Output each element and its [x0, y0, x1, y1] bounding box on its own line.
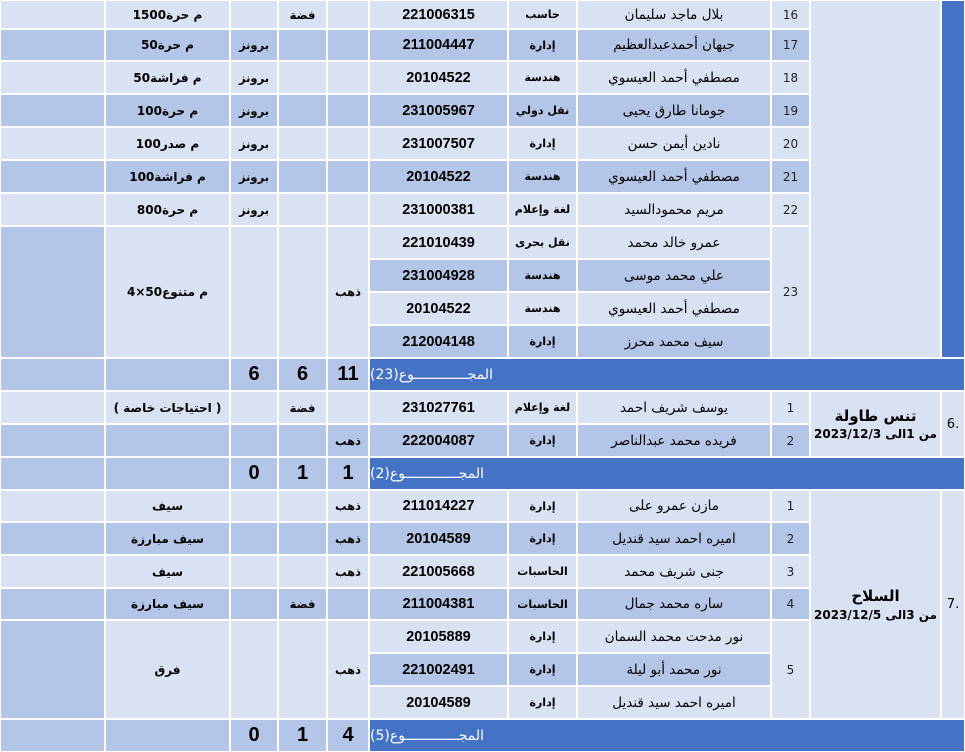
bronze-cell: [230, 0, 278, 29]
total-count: (5): [370, 727, 390, 744]
event-cell: سيف مبارزة: [105, 588, 230, 620]
student-name-cell: اميره احمد سيد قنديل: [577, 686, 771, 719]
gold-cell: [327, 29, 369, 61]
total-label-text: المجـــــــــــــوع: [389, 727, 485, 744]
department-cell: إدارة: [508, 620, 577, 653]
student-id-cell: 20104522: [369, 292, 508, 325]
relay-silver-cell: [278, 226, 327, 358]
department-cell: إدارة: [508, 29, 577, 61]
student-name-cell: سيف محمد محرز: [577, 325, 771, 358]
blank-cell: [0, 61, 105, 94]
bronze-cell: [230, 555, 278, 588]
team-event-cell: فرق: [105, 620, 230, 719]
blank-cell: [0, 391, 105, 424]
event-cell: 50م حرة: [105, 29, 230, 61]
relay-gold-cell: ذهب: [327, 226, 369, 358]
student-id-cell: 212004148: [369, 325, 508, 358]
section-number: 7.: [941, 490, 965, 719]
row-number-cell: 18: [771, 61, 810, 94]
sport-title: تنس طاولة: [834, 406, 917, 425]
row-number-cell: 1: [771, 490, 810, 522]
row-number-cell: 2: [771, 424, 810, 457]
gold-cell: [327, 160, 369, 193]
student-name-cell: عمرو خالد محمد: [577, 226, 771, 259]
row-number-cell: 17: [771, 29, 810, 61]
student-id-cell: 231005967: [369, 94, 508, 127]
total-bronze: 0: [230, 719, 278, 752]
student-id-cell: 211004447: [369, 29, 508, 61]
team-silver-cell: [278, 620, 327, 719]
event-cell: سيف مبارزة: [105, 522, 230, 555]
section-number: 6.: [941, 391, 965, 457]
event-cell: سيف: [105, 490, 230, 522]
department-cell: إدارة: [508, 686, 577, 719]
row-number-cell: 4: [771, 588, 810, 620]
row-number-cell: 20: [771, 127, 810, 160]
department-cell: إدارة: [508, 424, 577, 457]
department-cell: لغة وإعلام: [508, 391, 577, 424]
student-id-cell: 222004087: [369, 424, 508, 457]
total-bronze: 6: [230, 358, 278, 391]
student-name-cell: مازن عمرو على: [577, 490, 771, 522]
student-name-cell: نور مدحت محمد السمان: [577, 620, 771, 653]
student-name-cell: فريده محمد عبدالناصر: [577, 424, 771, 457]
gold-cell: ذهب: [327, 490, 369, 522]
gold-cell: [327, 94, 369, 127]
student-name-cell: ساره محمد جمال: [577, 588, 771, 620]
relay-event-cell: 4×50م متنوع: [105, 226, 230, 358]
department-cell: إدارة: [508, 325, 577, 358]
bronze-cell: [230, 588, 278, 620]
relay-bronze-cell: [230, 226, 278, 358]
silver-cell: [278, 424, 327, 457]
student-name-cell: جيهان أحمدعبدالعظيم: [577, 29, 771, 61]
department-cell: نقل دولي: [508, 94, 577, 127]
student-name-cell: مصطفي أحمد العيسوي: [577, 292, 771, 325]
gold-cell: [327, 61, 369, 94]
total-count: (23): [370, 366, 399, 383]
row-number-cell: 22: [771, 193, 810, 226]
event-cell: 800م حرة: [105, 193, 230, 226]
gold-cell: [327, 391, 369, 424]
event-cell: 100م صدر: [105, 127, 230, 160]
gold-cell: [327, 588, 369, 620]
total-blank-cell: [105, 719, 230, 752]
silver-cell: فضة: [278, 0, 327, 29]
student-name-cell: مريم محمودالسيد: [577, 193, 771, 226]
bronze-cell: برونز: [230, 127, 278, 160]
gold-cell: ذهب: [327, 555, 369, 588]
silver-cell: [278, 160, 327, 193]
event-cell: 100م حرة: [105, 94, 230, 127]
student-name-cell: علي محمد موسى: [577, 259, 771, 292]
department-cell: حاسب: [508, 0, 577, 29]
gold-cell: [327, 127, 369, 160]
department-cell: هندسة: [508, 61, 577, 94]
total-count: (2): [370, 465, 390, 482]
gold-cell: [327, 0, 369, 29]
student-name-cell: مصطفي أحمد العيسوي: [577, 160, 771, 193]
silver-cell: [278, 555, 327, 588]
fencing-sport-cell: [810, 490, 941, 719]
team-bronze-cell: [230, 620, 278, 719]
student-id-cell: 211004381: [369, 588, 508, 620]
total-blank-cell: [0, 719, 105, 752]
event-cell: [105, 424, 230, 457]
blank-cell: [0, 160, 105, 193]
silver-cell: [278, 193, 327, 226]
row-number-cell: 23: [771, 226, 810, 358]
student-id-cell: 211014227: [369, 490, 508, 522]
total-gold: 11: [327, 358, 369, 391]
total-silver: 6: [278, 358, 327, 391]
blank-cell: [0, 127, 105, 160]
row-number-cell: 5: [771, 620, 810, 719]
bronze-cell: برونز: [230, 160, 278, 193]
department-cell: هندسة: [508, 292, 577, 325]
total-blank-cell: [105, 457, 230, 490]
student-id-cell: 231004928: [369, 259, 508, 292]
blank-cell: [0, 588, 105, 620]
row-number-cell: 19: [771, 94, 810, 127]
student-id-cell: 231027761: [369, 391, 508, 424]
blank-cell: [0, 522, 105, 555]
bronze-cell: برونز: [230, 29, 278, 61]
bronze-cell: برونز: [230, 193, 278, 226]
student-id-cell: 20105889: [369, 620, 508, 653]
bronze-cell: [230, 424, 278, 457]
gold-cell: ذهب: [327, 424, 369, 457]
bronze-cell: [230, 522, 278, 555]
blank-cell: [0, 0, 105, 29]
team-gold-cell: ذهب: [327, 620, 369, 719]
silver-cell: [278, 29, 327, 61]
student-id-cell: 221010439: [369, 226, 508, 259]
total-silver: 1: [278, 457, 327, 490]
bronze-cell: [230, 391, 278, 424]
row-number-cell: 2: [771, 522, 810, 555]
silver-cell: [278, 522, 327, 555]
event-cell: 50م فراشة: [105, 61, 230, 94]
total-label: [369, 719, 965, 752]
silver-cell: [278, 490, 327, 522]
total-blank-cell: [0, 358, 105, 391]
total-label-text: المجـــــــــــــوع: [389, 465, 485, 482]
silver-cell: [278, 127, 327, 160]
student-id-cell: 231000381: [369, 193, 508, 226]
department-cell: لغة وإعلام: [508, 193, 577, 226]
total-gold: 4: [327, 719, 369, 752]
swimming-sport-cell: [810, 0, 941, 358]
total-blank-cell: [105, 358, 230, 391]
student-id-cell: 20104522: [369, 160, 508, 193]
bronze-cell: برونز: [230, 61, 278, 94]
student-id-cell: 20104589: [369, 686, 508, 719]
gold-cell: [327, 193, 369, 226]
blank-cell: [0, 193, 105, 226]
event-cell: سيف: [105, 555, 230, 588]
blank-cell: [0, 490, 105, 522]
event-cell: 100م فراشة: [105, 160, 230, 193]
row-number-cell: 1: [771, 391, 810, 424]
silver-cell: [278, 61, 327, 94]
event-cell: 1500م حرة: [105, 0, 230, 29]
gold-cell: ذهب: [327, 522, 369, 555]
student-name-cell: يوسف شريف احمد: [577, 391, 771, 424]
row-number-cell: 3: [771, 555, 810, 588]
total-label: [369, 358, 965, 391]
student-name-cell: جومانا طارق يحيى: [577, 94, 771, 127]
sport-dates: من 1الى 2023/12/3: [814, 427, 937, 442]
student-id-cell: 20104589: [369, 522, 508, 555]
silver-cell: [278, 94, 327, 127]
student-name-cell: اميره احمد سيد قنديل: [577, 522, 771, 555]
blank-cell: [0, 226, 105, 358]
silver-cell: فضة: [278, 588, 327, 620]
total-bronze: 0: [230, 457, 278, 490]
blank-cell: [0, 620, 105, 719]
sport-dates: من 3الى 2023/12/5: [814, 607, 937, 622]
student-id-cell: 20104522: [369, 61, 508, 94]
silver-cell: فضة: [278, 391, 327, 424]
blank-cell: [0, 424, 105, 457]
student-id-cell: 221002491: [369, 653, 508, 686]
student-name-cell: جنى شريف محمد: [577, 555, 771, 588]
student-name-cell: بلال ماجد سليمان: [577, 0, 771, 29]
tennis-sport-cell: [810, 391, 941, 457]
department-cell: الحاسبات: [508, 555, 577, 588]
blank-cell: [0, 94, 105, 127]
department-cell: نقل بحرى: [508, 226, 577, 259]
swimming-section-cell: [941, 0, 965, 358]
department-cell: إدارة: [508, 653, 577, 686]
department-cell: إدارة: [508, 490, 577, 522]
department-cell: هندسة: [508, 259, 577, 292]
blank-cell: [0, 555, 105, 588]
student-id-cell: 231007507: [369, 127, 508, 160]
bronze-cell: برونز: [230, 94, 278, 127]
bronze-cell: [230, 490, 278, 522]
event-cell: ( احتياجات خاصة ): [105, 391, 230, 424]
department-cell: إدارة: [508, 127, 577, 160]
sport-title: السلاح: [851, 587, 900, 606]
blank-cell: [0, 29, 105, 61]
total-gold: 1: [327, 457, 369, 490]
total-label-text: المجـــــــــــــوع: [398, 366, 493, 383]
student-name-cell: نادين أيمن حسن: [577, 127, 771, 160]
student-id-cell: 221005668: [369, 555, 508, 588]
row-number-cell: 16: [771, 0, 810, 29]
student-id-cell: 221006315: [369, 0, 508, 29]
student-name-cell: مصطفي أحمد العيسوي: [577, 61, 771, 94]
row-number-cell: 21: [771, 160, 810, 193]
total-label: [369, 457, 965, 490]
student-name-cell: نور محمد أبو ليلة: [577, 653, 771, 686]
department-cell: هندسة: [508, 160, 577, 193]
total-blank-cell: [0, 457, 105, 490]
total-silver: 1: [278, 719, 327, 752]
department-cell: إدارة: [508, 522, 577, 555]
department-cell: الحاسبات: [508, 588, 577, 620]
